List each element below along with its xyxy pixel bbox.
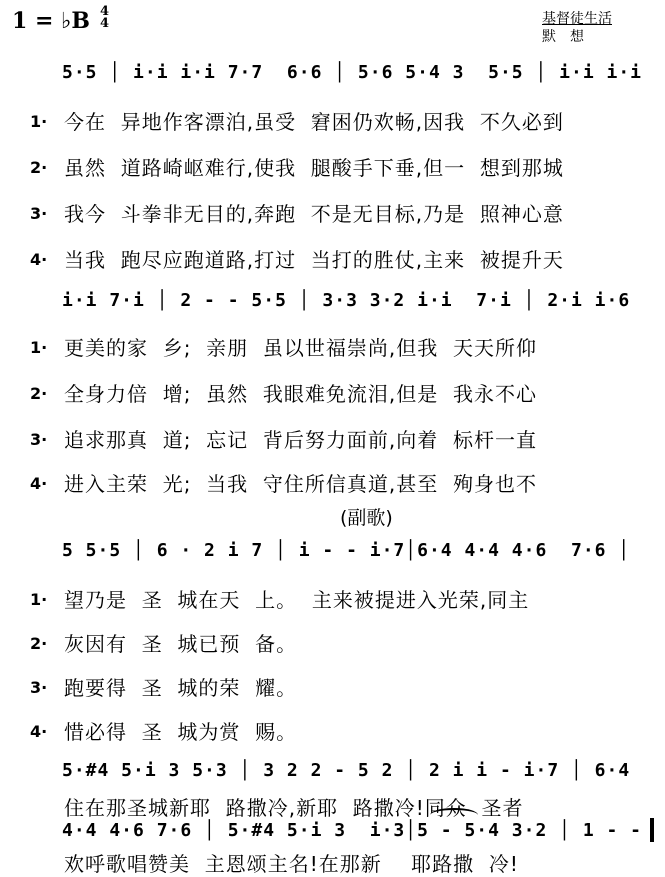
lyric-line: 望乃是 圣 城在天 上。 主来被提进入光荣,同主 (64, 588, 530, 612)
verse-number: 4· (30, 250, 48, 269)
time-signature: 4 4 (100, 4, 110, 31)
verse-number: 2· (30, 158, 48, 177)
verse-number: 3· (30, 430, 48, 449)
lyric-line: 今在 异地作客漂泊,虽受 窘困仍欢畅,因我 不久必到 (64, 110, 564, 134)
notation-line-1: 5·5 │ i·i i·i 7·7 6·6 │ 5·6 5·4 3 5·5 │ i·i i·i (62, 62, 643, 83)
verse-number: 1· (30, 112, 48, 131)
lyric-line: 虽然 道路崎岖难行,使我 腿酸手下垂,但一 想到那城 (64, 156, 564, 180)
verse-number: 3· (30, 204, 48, 223)
notation-line-2: i·i 7·i │ 2 - - 5·5 │ 3·3 3·2 i·i 7·i │ 2·i i·6 (62, 290, 631, 311)
verse-number: 2· (30, 634, 48, 653)
verse-number: 2· (30, 384, 48, 403)
tie-mark (430, 808, 478, 822)
verse-number: 1· (30, 590, 48, 609)
notation-line-3: 5 5·5 │ 6 · 2 i 7 │ i - - i·7│6·4 4·4 4·6 7·6 │ (62, 540, 631, 561)
author-credit: 默想 (542, 29, 598, 45)
song-title: 基督徒生活 (542, 11, 612, 27)
notation-line-5: 4·4 4·6 7·6 │ 5·#4 5·i 3 i·3│5 - 5·4 3·2 │ 1 - - (62, 820, 643, 841)
lyric-line: 跑要得 圣 城的荣 耀。 (64, 676, 298, 700)
verse-number: 1· (30, 338, 48, 357)
lyric-line: 全身力倍 增; 虽然 我眼难免流泪,但是 我永不心 (64, 382, 537, 406)
final-barline (650, 818, 654, 842)
lyric-line: 我今 斗拳非无目的,奔跑 不是无目标,乃是 照神心意 (64, 202, 564, 226)
lyric-line: 追求那真 道; 忘记 背后努力面前,向着 标杆一直 (64, 428, 537, 452)
chorus-label: (副歌) (340, 507, 393, 529)
lyric-line: 更美的家 乡; 亲朋 虽以世福崇尚,但我 天天所仰 (64, 336, 537, 360)
verse-number: 4· (30, 722, 48, 741)
verse-number: 3· (30, 678, 48, 697)
lyric-line: 惜必得 圣 城为赏 赐。 (64, 720, 298, 744)
lyric-line: 进入主荣 光; 当我 守住所信真道,甚至 殉身也不 (64, 472, 537, 496)
notation-line-4: 5·#4 5·i 3 5·3 │ 3 2 2 - 5 2 │ 2 i i - i·7 │ 6·4 (62, 760, 631, 781)
key-signature: 1 = ♭B (12, 8, 91, 34)
lyric-line: 欢呼歌唱赞美 主恩颂主名!在那新 耶路撒 冷! (64, 852, 519, 876)
lyric-line: 灰因有 圣 城已预 备。 (64, 632, 298, 656)
verse-number: 4· (30, 474, 48, 493)
lyric-line: 当我 跑尽应跑道路,打过 当打的胜仗,主来 被提升天 (64, 248, 564, 272)
lyric-line: 住在那圣城新耶 路撒冷,新耶 路撒冷!同众 圣者 (64, 796, 524, 820)
